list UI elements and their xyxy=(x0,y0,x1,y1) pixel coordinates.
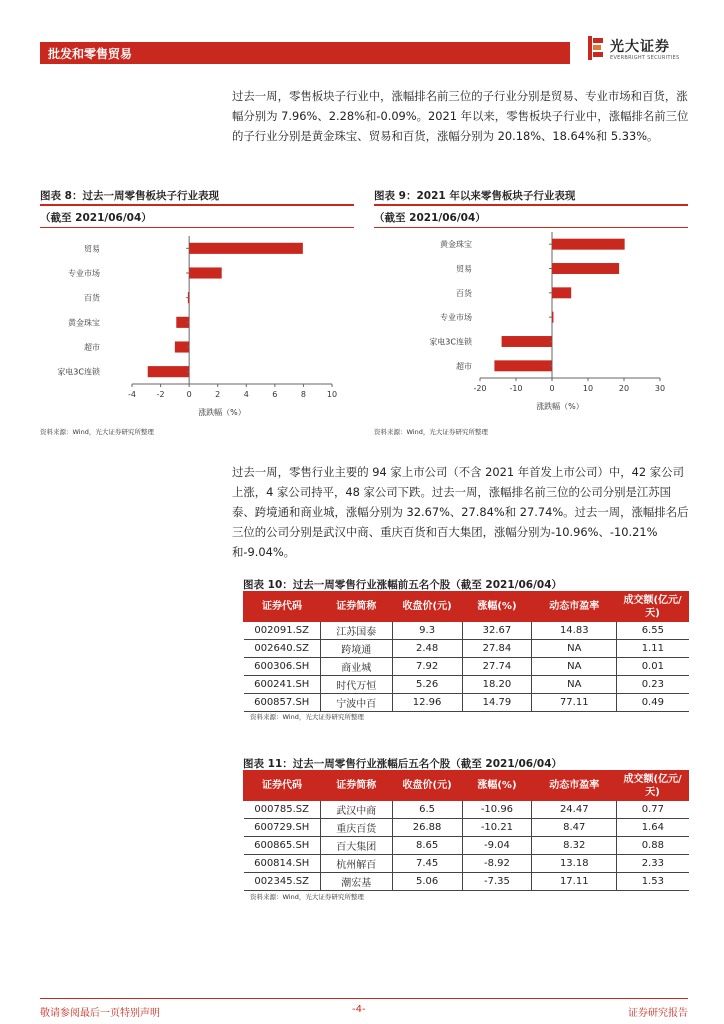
table-cell: 0.88 xyxy=(617,837,689,855)
column-header: 证券代码 xyxy=(244,771,321,801)
table-cell: 000785.SZ xyxy=(244,801,321,819)
table10-source: 资料来源：Wind，光大证券研究所整理 xyxy=(250,713,364,721)
table-row xyxy=(244,658,689,676)
bar xyxy=(189,267,222,278)
table-row xyxy=(244,855,689,873)
column-header: 证券简称 xyxy=(320,771,392,801)
figure8-title: 图表 8：过去一周零售板块子行业表现 xyxy=(40,190,219,202)
x-tick-label: 0 xyxy=(186,390,192,399)
table-cell: 9.3 xyxy=(392,622,462,640)
table10-top-gainers xyxy=(243,591,689,712)
category-label: 黄金珠宝 xyxy=(68,318,100,328)
column-header: 成交额(亿元/天) xyxy=(617,592,689,622)
table-cell: 2.33 xyxy=(617,855,689,873)
logo-subtitle: EVERBRIGHT SECURITIES xyxy=(610,55,680,61)
table-cell: 002345.SZ xyxy=(244,873,321,891)
table-cell: NA xyxy=(532,640,617,658)
table-row xyxy=(244,640,689,658)
table-cell: 18.20 xyxy=(462,676,532,694)
column-header: 涨幅(%) xyxy=(462,592,532,622)
table-cell: 0.01 xyxy=(617,658,689,676)
table-cell: -7.35 xyxy=(462,873,532,891)
x-axis-title: 涨跌幅（%） xyxy=(536,402,584,411)
x-tick-label: 0 xyxy=(549,384,555,393)
figure9-source: 资料来源：Wind，光大证券研究所整理 xyxy=(374,428,488,436)
bar xyxy=(552,239,625,250)
x-tick-label: -10 xyxy=(509,384,523,393)
table-cell: NA xyxy=(532,658,617,676)
column-header: 收盘价(元) xyxy=(392,592,462,622)
column-header: 证券代码 xyxy=(244,592,321,622)
table-cell: -10.21 xyxy=(462,819,532,837)
column-header: 证券简称 xyxy=(320,592,392,622)
bar xyxy=(552,287,571,298)
table-row xyxy=(244,873,689,891)
paragraph-company-performance: 过去一周，零售行业主要的 94 家上市公司（不含 2021 年首发上市公司）中，42 家公司上涨，4 家公司持平，48 家公司下跌。过去一周，涨幅排名前三位的公司分别是江苏国泰、跨境通和商业城，涨幅分别为 32.67%、27.84%和 27.74%。过去一周，涨幅排名后三位的公司分别是武汉中商、重庆百货和百大集团，涨幅分别为-10.96%、-10.21%和-9.04%。 xyxy=(232,465,689,559)
table-cell: 14.83 xyxy=(532,622,617,640)
table-cell: 002640.SZ xyxy=(244,640,321,658)
table-cell: 77.11 xyxy=(532,694,617,712)
table-cell: 0.77 xyxy=(617,801,689,819)
footer-report-type: 证券研究报告 xyxy=(628,1008,688,1019)
table-cell: 600729.SH xyxy=(244,819,321,837)
table-cell: 5.06 xyxy=(392,873,462,891)
table-cell: NA xyxy=(532,676,617,694)
x-tick-label: 6 xyxy=(272,390,278,399)
table-cell: 27.84 xyxy=(462,640,532,658)
x-tick-label: 30 xyxy=(654,384,666,393)
table-cell: 6.55 xyxy=(617,622,689,640)
table-cell: 1.53 xyxy=(617,873,689,891)
table-row xyxy=(244,676,689,694)
company-logo xyxy=(588,36,688,70)
figure8-source: 资料来源：Wind，光大证券研究所整理 xyxy=(40,428,154,436)
bar xyxy=(552,263,619,274)
table-cell: 26.88 xyxy=(392,819,462,837)
category-label: 百货 xyxy=(456,288,472,298)
table-cell: -9.04 xyxy=(462,837,532,855)
table-cell: 12.96 xyxy=(392,694,462,712)
table-cell: 17.11 xyxy=(532,873,617,891)
figure8-bar-chart xyxy=(40,230,354,420)
x-axis-title: 涨跌幅（%） xyxy=(198,408,246,417)
table-row xyxy=(244,622,689,640)
table-cell: 1.11 xyxy=(617,640,689,658)
table-cell: 600241.SH xyxy=(244,676,321,694)
table-cell: 8.47 xyxy=(532,819,617,837)
table-row xyxy=(244,694,689,712)
table-cell: 8.32 xyxy=(532,837,617,855)
x-tick-label: 20 xyxy=(618,384,630,393)
table-cell: 14.79 xyxy=(462,694,532,712)
table-row xyxy=(244,801,689,819)
table-cell: 武汉中商 xyxy=(320,801,392,819)
table-cell: 1.64 xyxy=(617,819,689,837)
table-cell: -10.96 xyxy=(462,801,532,819)
figure9-rule xyxy=(374,204,688,206)
category-label: 贸易 xyxy=(456,264,472,274)
footer-disclaimer: 敬请参阅最后一页特别声明 xyxy=(40,1008,160,1019)
logo-mark-icon xyxy=(588,36,604,60)
figure8-subtitle: （截至 2021/06/04） xyxy=(40,212,152,224)
table-cell: 13.18 xyxy=(532,855,617,873)
figure9-bar-chart xyxy=(374,230,688,420)
table-cell: 600306.SH xyxy=(244,658,321,676)
column-header: 动态市盈率 xyxy=(532,771,617,801)
category-label: 家电3C连锁 xyxy=(57,367,100,377)
section-title: 批发和零售贸易 xyxy=(48,47,133,61)
table10-title: 图表 10：过去一周零售行业涨幅前五名个股（截至 2021/06/04） xyxy=(243,579,563,591)
column-header: 成交额(亿元/天) xyxy=(617,771,689,801)
table-cell: 杭州解百 xyxy=(320,855,392,873)
table-cell: 002091.SZ xyxy=(244,622,321,640)
section-header-bar xyxy=(40,42,570,64)
table-cell: 600865.SH xyxy=(244,837,321,855)
table-cell: 0.23 xyxy=(617,676,689,694)
table11-title: 图表 11：过去一周零售行业涨幅后五名个股（截至 2021/06/04） xyxy=(243,758,563,770)
bar xyxy=(494,360,552,371)
table-cell: 0.49 xyxy=(617,694,689,712)
table-cell: 2.48 xyxy=(392,640,462,658)
table-cell: 27.74 xyxy=(462,658,532,676)
figure9-subtitle: （截至 2021/06/04） xyxy=(374,212,486,224)
table-cell: 7.45 xyxy=(392,855,462,873)
bar xyxy=(552,312,553,323)
page-number: -4- xyxy=(352,1004,366,1015)
x-tick-label: 10 xyxy=(326,390,338,399)
table-cell: 600814.SH xyxy=(244,855,321,873)
x-tick-label: 8 xyxy=(300,390,306,399)
figure9-title: 图表 9：2021 年以来零售板块子行业表现 xyxy=(374,190,576,202)
table-cell: 24.47 xyxy=(532,801,617,819)
table11-source: 资料来源：Wind，光大证券研究所整理 xyxy=(250,893,364,901)
figure8-rule xyxy=(40,204,354,206)
table-cell: 时代万恒 xyxy=(320,676,392,694)
table-cell: 跨境通 xyxy=(320,640,392,658)
x-tick-label: 10 xyxy=(582,384,594,393)
table-cell: 商业城 xyxy=(320,658,392,676)
table-cell: 600857.SH xyxy=(244,694,321,712)
table-header-row xyxy=(244,592,689,622)
paragraph-sector-performance: 过去一周，零售板块子行业中，涨幅排名前三位的子行业分别是贸易、专业市场和百货，涨幅分别为 7.96%、2.28%和-0.09%。2021 年以来，零售板块子行业中，涨幅排名前三位的子行业分别是黄金珠宝、贸易和百货，涨幅分别为 20.18%、18.64%和 5.33%。 xyxy=(232,89,689,143)
x-tick-label: -20 xyxy=(473,384,487,393)
table-cell: 江苏国泰 xyxy=(320,622,392,640)
table-cell: 8.65 xyxy=(392,837,462,855)
table-cell: 潮宏基 xyxy=(320,873,392,891)
figure9-subtitle-rule xyxy=(374,227,688,228)
category-label: 专业市场 xyxy=(440,313,472,323)
x-tick-label: -2 xyxy=(156,390,165,399)
x-tick-label: 4 xyxy=(243,390,249,399)
column-header: 动态市盈率 xyxy=(532,592,617,622)
x-tick-label: -4 xyxy=(128,390,136,399)
x-tick-label: 2 xyxy=(215,390,221,399)
table-cell: 重庆百货 xyxy=(320,819,392,837)
table-cell: -8.92 xyxy=(462,855,532,873)
category-label: 家电3C连锁 xyxy=(429,337,472,347)
category-label: 贸易 xyxy=(84,244,100,254)
table-cell: 5.26 xyxy=(392,676,462,694)
logo-name: 光大证券 xyxy=(610,39,670,55)
figure8-subtitle-rule xyxy=(40,227,354,228)
bar xyxy=(189,243,303,254)
category-label: 百货 xyxy=(84,293,100,303)
table-cell: 7.92 xyxy=(392,658,462,676)
table-cell: 百大集团 xyxy=(320,837,392,855)
bar xyxy=(148,366,189,377)
category-label: 专业市场 xyxy=(68,269,100,278)
bar xyxy=(502,336,552,347)
table-row xyxy=(244,837,689,855)
category-label: 黄金珠宝 xyxy=(440,240,472,250)
column-header: 收盘价(元) xyxy=(392,771,462,801)
category-label: 超市 xyxy=(84,343,100,352)
table-cell: 6.5 xyxy=(392,801,462,819)
table11-top-losers xyxy=(243,770,689,891)
table-cell: 宁波中百 xyxy=(320,694,392,712)
category-label: 超市 xyxy=(456,361,472,371)
footer-rule xyxy=(40,998,688,999)
table-cell: 32.67 xyxy=(462,622,532,640)
table-header-row xyxy=(244,771,689,801)
column-header: 涨幅(%) xyxy=(462,771,532,801)
table-row xyxy=(244,819,689,837)
